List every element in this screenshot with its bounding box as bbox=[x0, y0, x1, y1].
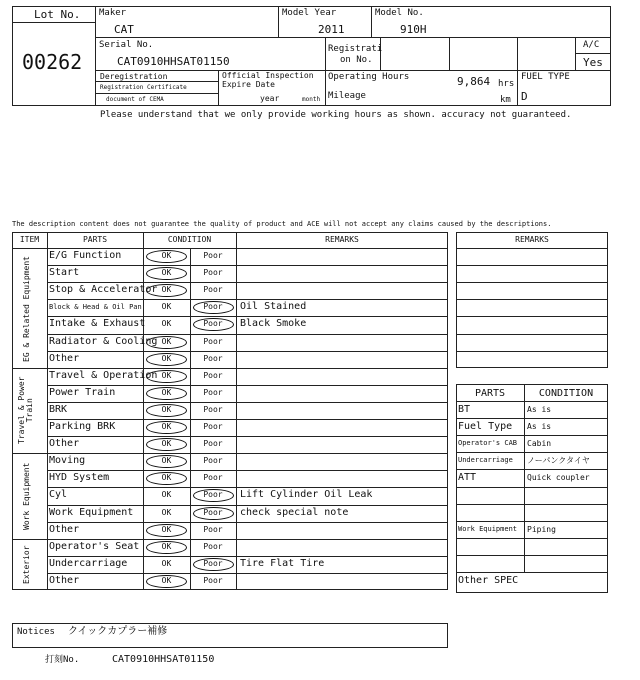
poor-option[interactable]: Poor bbox=[203, 490, 223, 500]
selected-mark-oval bbox=[146, 267, 187, 280]
registration-certificate-label: Registration Certificate bbox=[100, 84, 187, 91]
registration-label: Registrati bbox=[328, 44, 383, 54]
group-label: Travel & Power Train bbox=[17, 376, 34, 445]
header-parts-right: PARTS bbox=[474, 388, 506, 399]
group-label: Exterior bbox=[22, 545, 31, 584]
poor-option[interactable]: Poor bbox=[203, 319, 223, 329]
remark-text: Oil Stained bbox=[240, 301, 307, 313]
ok-option[interactable]: OK bbox=[161, 422, 172, 431]
poor-option[interactable]: Poor bbox=[203, 558, 223, 568]
ok-option[interactable]: OK bbox=[161, 387, 172, 397]
month-label: month bbox=[302, 96, 321, 103]
part-label: Stop & Accelerator bbox=[49, 284, 158, 296]
stamp-label: 打刻No. bbox=[45, 655, 80, 665]
hours-disclaimer: Please understand that we only provide working hours as shown. accuracy not guaranteed. bbox=[100, 110, 572, 120]
lot-label: Lot No. bbox=[34, 8, 81, 21]
poor-option[interactable]: Poor bbox=[203, 285, 223, 295]
ok-option[interactable]: OK bbox=[161, 319, 172, 329]
model-year-label: Model Year bbox=[282, 8, 337, 18]
ok-option[interactable]: OK bbox=[161, 473, 172, 483]
quality-disclaimer: The description content does not guarantee the quality of product and ACE will not accept any claims caused by the descriptions. bbox=[12, 220, 552, 228]
ok-option[interactable]: OK bbox=[161, 507, 172, 517]
part-label: Cyl bbox=[49, 489, 68, 501]
stamp-value: CAT0910HHSAT01150 bbox=[112, 654, 215, 665]
ok-option[interactable]: OK bbox=[161, 404, 172, 414]
header-condition-right: CONDITION bbox=[538, 388, 594, 399]
remark-text: Lift Cylinder Oil Leak bbox=[240, 489, 373, 501]
right-part-label: ATT bbox=[458, 472, 477, 484]
selected-mark-oval bbox=[193, 558, 234, 571]
selected-mark-oval bbox=[146, 353, 187, 366]
selected-mark-oval bbox=[193, 507, 234, 520]
part-label: Moving bbox=[49, 455, 86, 467]
fuel-type-value: D bbox=[521, 90, 528, 103]
header-condition: CONDITION bbox=[167, 235, 212, 244]
poor-option[interactable]: Poor bbox=[203, 473, 223, 483]
part-label: BRK bbox=[49, 403, 68, 415]
poor-option[interactable]: Poor bbox=[203, 302, 223, 312]
registration-label-2: on No. bbox=[340, 55, 373, 65]
group-label: EG & Related Equipment bbox=[22, 255, 31, 362]
poor-option[interactable]: Poor bbox=[203, 541, 223, 551]
model-year-value: 2011 bbox=[318, 23, 345, 36]
poor-option[interactable]: Poor bbox=[203, 251, 223, 260]
poor-option[interactable]: Poor bbox=[203, 336, 223, 346]
poor-option[interactable]: Poor bbox=[203, 387, 223, 397]
hrs-unit: hrs bbox=[498, 79, 515, 89]
right-part-label: Work Equipment bbox=[458, 524, 518, 533]
right-part-label: BT bbox=[458, 404, 471, 415]
model-no-label: Model No. bbox=[375, 8, 424, 18]
part-label: E/G Function bbox=[49, 250, 122, 261]
ok-option[interactable]: OK bbox=[161, 558, 172, 568]
header-remarks-right: REMARKS bbox=[515, 235, 549, 244]
notices-text: クイックカプラー補修 bbox=[68, 626, 168, 637]
ok-option[interactable]: OK bbox=[161, 490, 172, 500]
official-inspection-label: Official Inspection bbox=[222, 71, 314, 80]
part-label: Intake & Exhaust bbox=[49, 318, 146, 330]
selected-mark-oval bbox=[146, 404, 187, 417]
header-item: ITEM bbox=[19, 235, 40, 244]
km-unit: km bbox=[500, 95, 511, 105]
lot-number: 00262 bbox=[22, 50, 83, 74]
part-label: HYD System bbox=[49, 472, 110, 484]
part-label: Other bbox=[49, 523, 80, 535]
ok-option[interactable]: OK bbox=[161, 268, 172, 278]
part-label: Radiator & Cooling bbox=[49, 335, 158, 347]
remark-text: Tire Flat Tire bbox=[240, 557, 325, 569]
right-part-label: Fuel Type bbox=[458, 421, 513, 433]
part-label: Block & Head & Oil Pan bbox=[49, 303, 142, 312]
poor-option[interactable]: Poor bbox=[203, 268, 223, 278]
selected-mark-oval bbox=[146, 438, 187, 451]
ok-option[interactable]: OK bbox=[161, 336, 172, 346]
poor-option[interactable]: Poor bbox=[203, 456, 223, 466]
part-label: Work Equipment bbox=[49, 506, 134, 518]
deregistration-label: Deregistration bbox=[100, 72, 168, 81]
selected-mark-oval bbox=[146, 370, 187, 383]
maker-label: Maker bbox=[99, 8, 127, 18]
year-label: year bbox=[260, 94, 280, 103]
ok-option[interactable]: OK bbox=[161, 439, 172, 449]
header-parts: PARTS bbox=[82, 235, 108, 244]
poor-option[interactable]: Poor bbox=[203, 524, 223, 534]
header-remarks: REMARKS bbox=[325, 235, 359, 244]
selected-mark-oval bbox=[146, 336, 187, 349]
poor-option[interactable]: Poor bbox=[203, 353, 223, 363]
ok-option[interactable]: OK bbox=[161, 575, 172, 585]
poor-option[interactable]: Poor bbox=[203, 439, 223, 449]
part-label: Power Train bbox=[49, 386, 116, 398]
selected-mark-oval bbox=[146, 250, 187, 263]
poor-option[interactable]: Poor bbox=[203, 422, 223, 431]
ok-option[interactable]: OK bbox=[161, 353, 172, 363]
right-condition-value: ノーパンクタイヤ bbox=[527, 456, 590, 466]
right-condition-value: Cabin bbox=[527, 439, 552, 449]
remark-text: check special note bbox=[240, 506, 349, 518]
fuel-type-label: FUEL TYPE bbox=[521, 72, 570, 82]
right-condition-value: Piping bbox=[527, 524, 556, 534]
selected-mark-oval bbox=[146, 421, 187, 434]
part-label: Other bbox=[49, 574, 80, 586]
part-label: Other bbox=[49, 438, 80, 450]
right-part-label: Undercarriage bbox=[458, 456, 513, 465]
part-label: Parking BRK bbox=[49, 421, 116, 432]
right-part-label: Operator's CAB bbox=[458, 439, 518, 448]
part-label: Undercarriage bbox=[49, 557, 128, 569]
ok-option[interactable]: OK bbox=[161, 285, 172, 295]
right-condition-value: As is bbox=[527, 422, 552, 432]
poor-option[interactable]: Poor bbox=[203, 404, 223, 414]
operating-hours-label: Operating Hours bbox=[328, 72, 410, 82]
remark-text: Black Smoke bbox=[240, 318, 307, 330]
part-label: Other bbox=[49, 352, 80, 364]
group-label: Work Equipment bbox=[22, 462, 31, 531]
right-condition-value: As is bbox=[527, 405, 552, 414]
model-no-value: 910H bbox=[400, 23, 427, 36]
ok-option[interactable]: OK bbox=[161, 302, 172, 312]
ok-option[interactable]: OK bbox=[161, 251, 172, 260]
ok-option[interactable]: OK bbox=[161, 541, 172, 551]
ok-option[interactable]: OK bbox=[161, 370, 172, 380]
hours-value: 9,864 bbox=[457, 75, 491, 88]
part-label: Travel & Operation bbox=[49, 369, 158, 381]
selected-mark-oval bbox=[146, 575, 187, 588]
serial-label: Serial No. bbox=[99, 40, 154, 50]
part-label: Operator's Seat bbox=[49, 540, 140, 552]
maker-value: CAT bbox=[114, 23, 134, 36]
notices-label: Notices bbox=[17, 627, 55, 637]
mileage-label: Mileage bbox=[328, 91, 366, 101]
expire-date-label: Expire Date bbox=[222, 80, 275, 89]
poor-option[interactable]: Poor bbox=[203, 370, 223, 380]
serial-value: CAT0910HHSAT01150 bbox=[117, 55, 230, 68]
selected-mark-oval bbox=[146, 524, 187, 537]
ac-value: Yes bbox=[583, 56, 603, 69]
selected-mark-oval bbox=[146, 541, 187, 554]
ac-label: A/C bbox=[583, 40, 600, 50]
selected-mark-oval bbox=[146, 387, 187, 400]
right-condition-value: Quick coupler bbox=[527, 473, 590, 483]
cema-document-label: document of CEMA bbox=[106, 96, 164, 103]
ok-option[interactable]: OK bbox=[161, 456, 172, 466]
right-part-label: Other SPEC bbox=[458, 575, 519, 586]
ok-option[interactable]: OK bbox=[161, 524, 172, 534]
poor-option[interactable]: Poor bbox=[203, 575, 223, 585]
poor-option[interactable]: Poor bbox=[203, 507, 223, 517]
part-label: Start bbox=[49, 267, 80, 279]
